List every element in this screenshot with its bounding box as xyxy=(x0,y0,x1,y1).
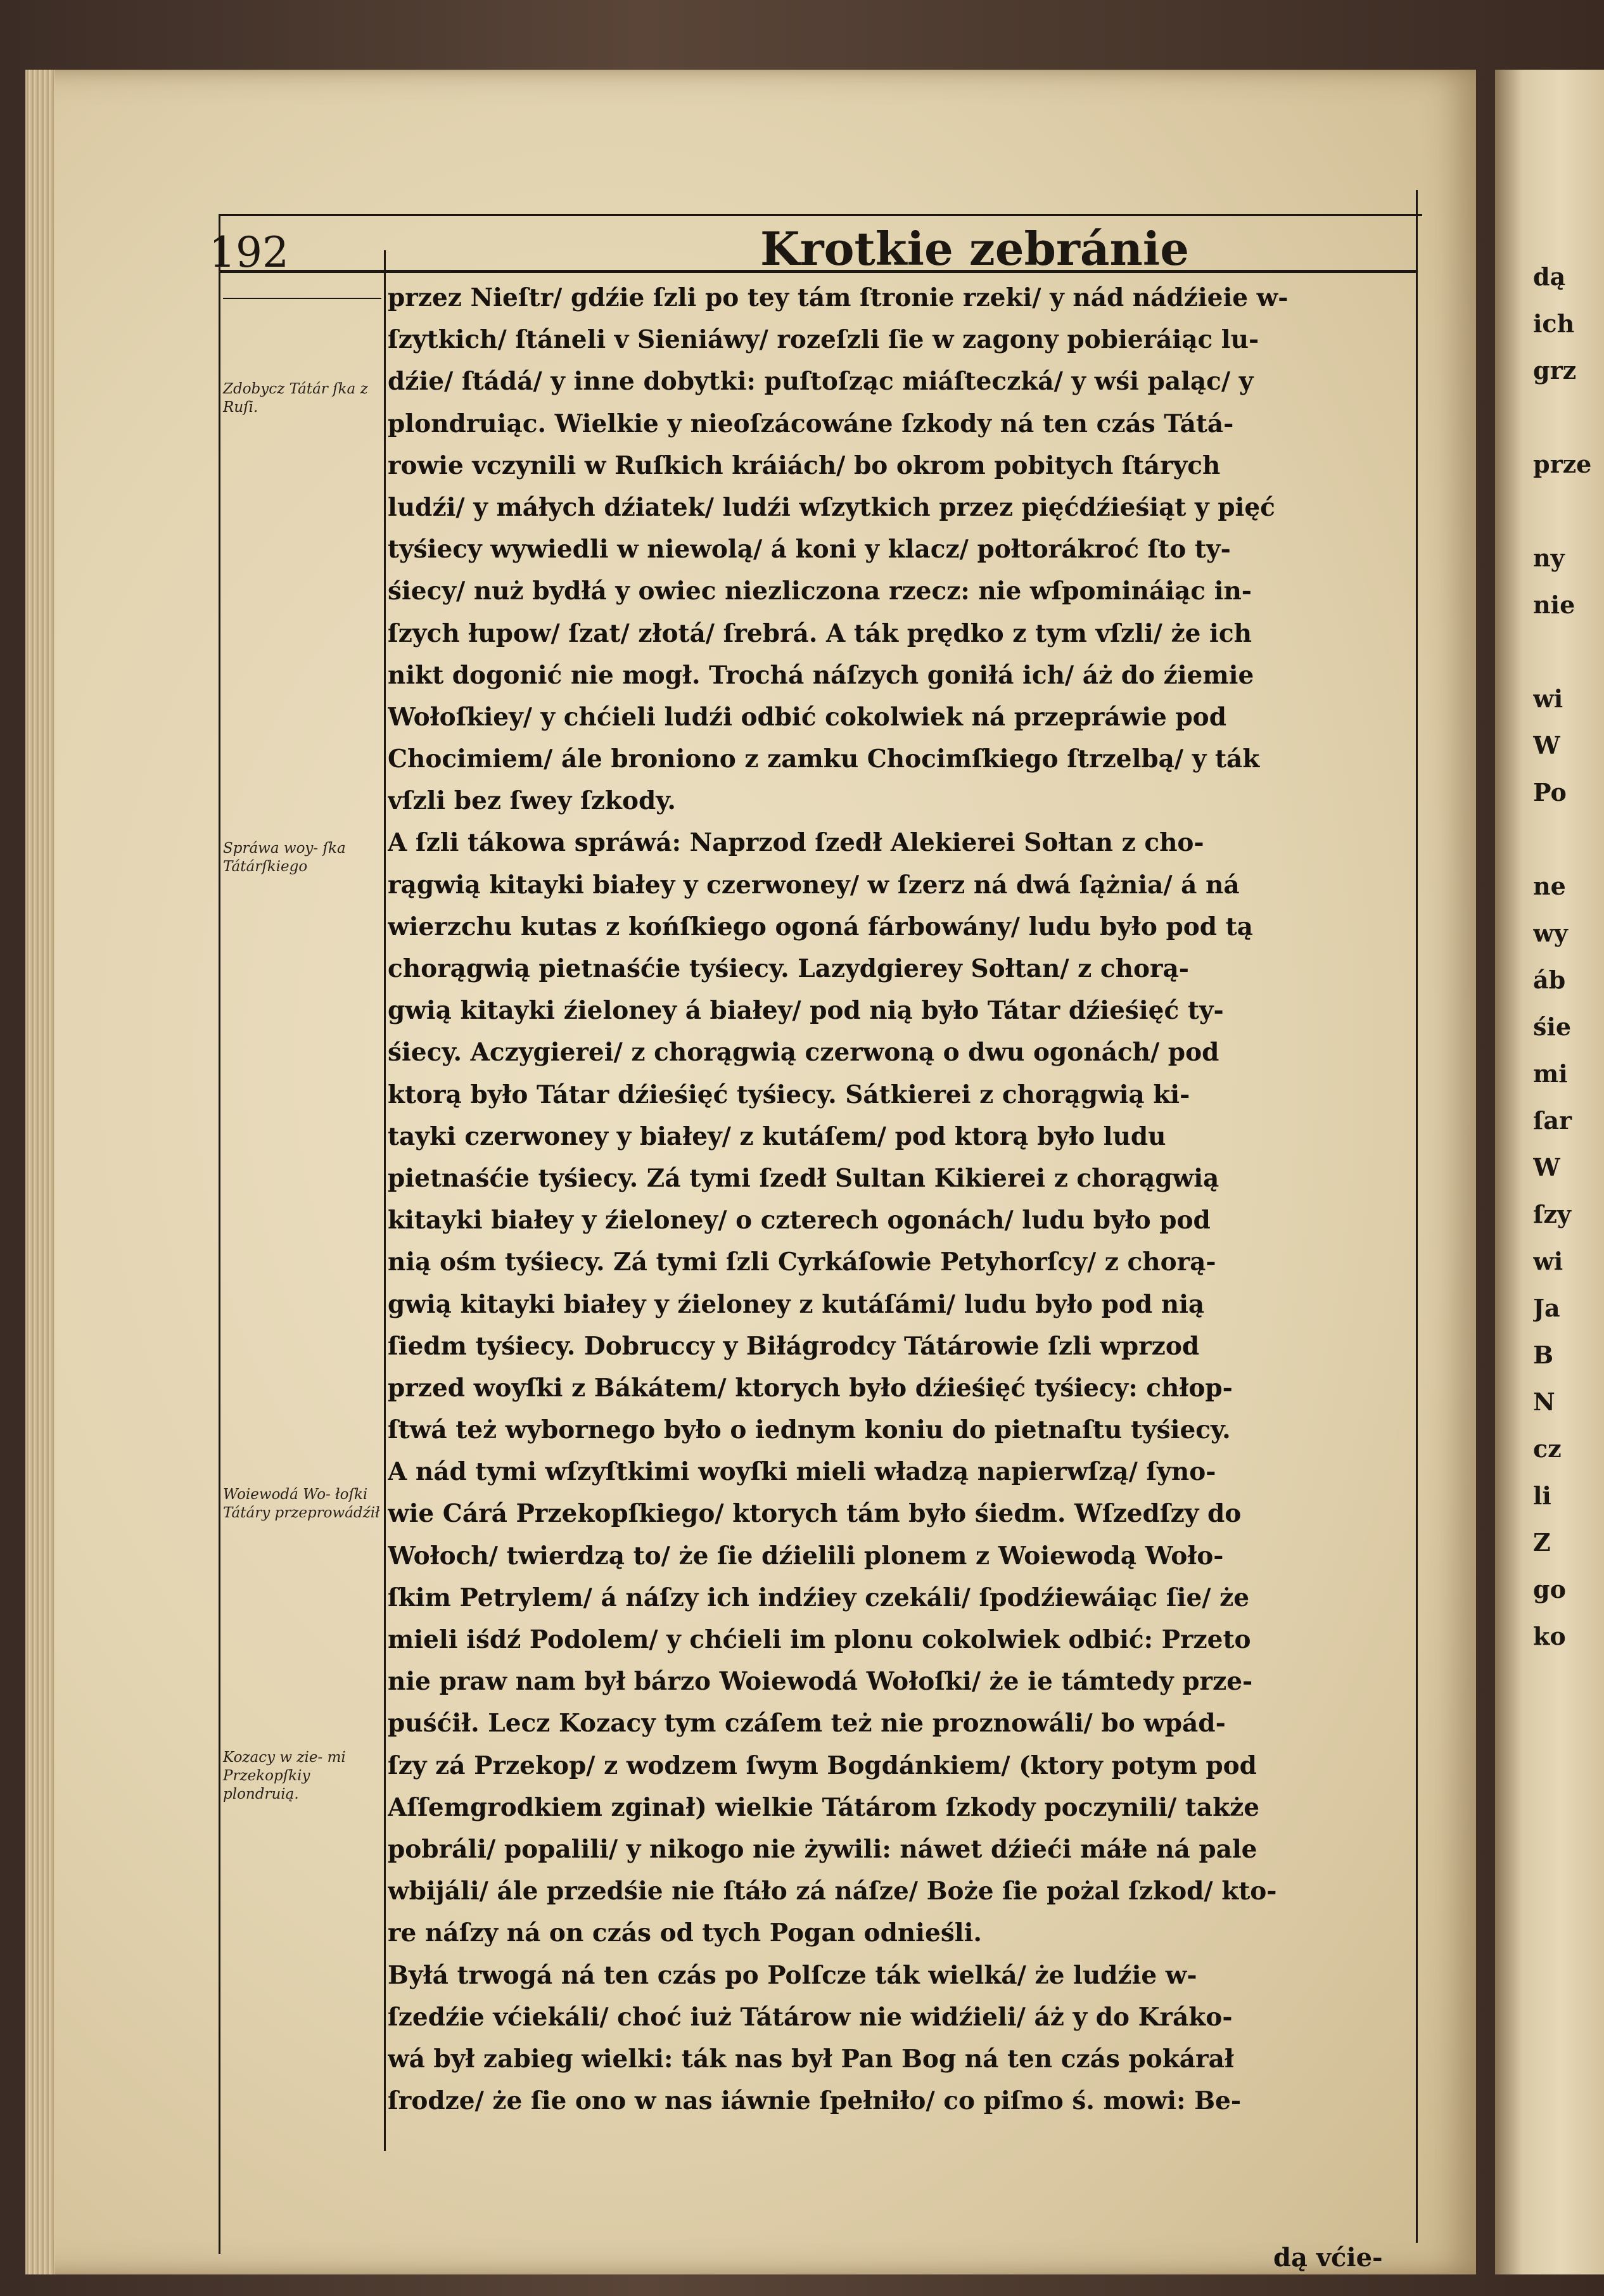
facing-page-fragment: áb xyxy=(1533,966,1566,994)
text-line: gwią kitayki białey y źieloney z kutáſámi/ ludu było pod nią xyxy=(388,1289,1205,1319)
body-text xyxy=(388,277,1414,2122)
text-line: A nád tymi wſzyſtkimi woyſki mieli władzą napierwſzą/ ſyno- xyxy=(388,1457,1216,1487)
text-line: rowie vczynili w Ruſkich kráiách/ bo okrom pobitych ſtárych xyxy=(388,450,1221,480)
text-line: Wołoſkiey/ y chćieli ludźi odbić cokolwiek ná przepráwie pod xyxy=(388,702,1226,732)
text-line: plondruiąc. Wielkie y nieoſzácowáne ſzkody ná ten czás Tátá- xyxy=(388,409,1234,438)
page-number: 192 xyxy=(209,228,289,277)
facing-page-fragment: prze xyxy=(1533,450,1592,478)
margin-note: Woiewodá Wo- łoſki Tátáry przeprowádźił xyxy=(223,1486,380,1521)
facing-page-fragment: mi xyxy=(1533,1059,1568,1088)
text-line: vſzli bez ſwey ſzkody. xyxy=(388,786,676,816)
margin-note: Kozacy w zie- mi Przekopſkiy plondruią. xyxy=(223,1749,346,1802)
text-line: wá był zabieg wielki: ták nas był Pan Bog ná ten czás pokárał xyxy=(388,2044,1234,2074)
text-line: A ſzli tákowa spráwá: Naprzod ſzedł Alekierei Sołtan z cho- xyxy=(388,828,1204,858)
text-line: wie Cárá Przekopſkiego/ ktorych tám było śiedm. Wſzedſzy do xyxy=(388,1499,1242,1529)
text-line: kitayki białey y źieloney/ o czterech ogonách/ ludu było pod xyxy=(388,1206,1211,1235)
facing-page-text xyxy=(1533,253,1604,1660)
text-line: ktorą było Tátar dźieśięć tyśiecy. Sátkierei z chorągwią ki- xyxy=(388,1080,1190,1109)
catchword: dą vćie- xyxy=(1273,2243,1383,2273)
facing-page-fragment: wi xyxy=(1533,684,1563,713)
page-edges xyxy=(25,70,54,2274)
text-line: chorągwią pietnaśćie tyśiecy. Lazydgierey Sołtan/ z chorą- xyxy=(388,954,1189,983)
facing-page-fragment: Ja xyxy=(1533,1294,1560,1322)
text-line: re náſzy ná on czás od tych Pogan odnieśli. xyxy=(388,1918,982,1948)
facing-page-fragment: li xyxy=(1533,1481,1551,1510)
text-line: ſrodze/ że ſie ono w nas iáwnie ſpełniło/ co piſmo ś. mowi: Be- xyxy=(388,2086,1242,2116)
facing-page-fragment: dą xyxy=(1533,262,1566,291)
margin-note: Spráwa woy- ſka Tátárſkiego xyxy=(223,840,346,875)
facing-page-fragment xyxy=(1533,394,1604,441)
text-line: ſzy zá Przekop/ z wodzem ſwym Bogdánkiem/ (ktory potym pod xyxy=(388,1751,1257,1780)
margin-short-rule xyxy=(223,298,381,299)
text-line: Wołoch/ twierdzą to/ że ſie dźielili plonem z Woiewodą Woło- xyxy=(388,1541,1224,1571)
text-line: Byłá trwogá ná ten czás po Polſcze ták wielká/ że ludźie w- xyxy=(388,1960,1197,1990)
text-line: mieli iśdź Podolem/ y chćieli im plonu cokolwiek odbić: Przeto xyxy=(388,1625,1251,1654)
facing-page-fragment xyxy=(1533,816,1604,863)
text-line: rągwią kitayki białey y czerwoney/ w ſzerz ná dwá ſążnia/ á ná xyxy=(388,870,1240,900)
facing-page-fragment: W xyxy=(1533,1153,1560,1182)
text-line: nikt dogonić nie mogł. Trochá náſzych goniłá ich/ áż do źiemie xyxy=(388,660,1254,690)
text-line: Chocimiem/ ále broniono z zamku Chocimſkiego ſtrzelbą/ y ták xyxy=(388,744,1260,774)
text-line: Aſſemgrodkiem zginał) wielkie Tátárom ſzkody poczynili/ także xyxy=(388,1792,1260,1822)
text-line: śiecy. Aczygierei/ z chorągwią czerwoną o dwu ogonách/ pod xyxy=(388,1038,1219,1068)
facing-page-fragment: ſar xyxy=(1533,1106,1572,1135)
facing-page-fragment: cz xyxy=(1533,1434,1562,1463)
text-line: ſtwá też wybornego było o iednym koniu do pietnaſtu tyśiecy. xyxy=(388,1415,1231,1445)
facing-page-fragment: Po xyxy=(1533,778,1567,807)
margin-column-rule xyxy=(384,250,386,2151)
facing-page-fragment: B xyxy=(1533,1341,1554,1369)
margin-note: Zdobycz Tátár ſka z Ruſi. xyxy=(223,381,368,416)
facing-page-fragment: ich xyxy=(1533,309,1575,338)
text-line: wbijáli/ ále przedśie nie ſtáło zá náſze/ Boże ſie pożal ſzkod/ kto- xyxy=(388,1877,1277,1906)
facing-page-fragment: ny xyxy=(1533,544,1565,572)
running-title: Krotkie zebránie xyxy=(760,222,1190,276)
facing-page-fragment: ſzy xyxy=(1533,1200,1572,1228)
text-line: pietnaśćie tyśiecy. Zá tymi ſzedł Sultan Kikierei z chorągwią xyxy=(388,1163,1219,1193)
text-line: ſiedm tyśiecy. Dobruccy y Biłágrodcy Tátárowie ſzli wprzod xyxy=(388,1331,1200,1361)
right-border-rule xyxy=(1416,190,1418,2243)
text-line: śiecy/ nuż bydłá y owiec niezliczona rzecz: nie wſpomináiąc in- xyxy=(388,577,1252,606)
text-line: tyśiecy wywiedli w niewolą/ á koni y klacz/ połtorákroć ſto ty- xyxy=(388,535,1231,564)
facing-page-fragment: W xyxy=(1533,731,1560,760)
facing-page-fragment xyxy=(1533,488,1604,535)
facing-page-fragment: grz xyxy=(1533,356,1577,385)
facing-page-fragment: N xyxy=(1533,1387,1555,1416)
text-line: ſzytkich/ ſtáneli v Sieniáwy/ rozeſzli ſie w zagony pobieráiąc lu- xyxy=(388,325,1259,355)
text-line: wierzchu kutas z końſkiego ogoná fárbowány/ ludu było pod tą xyxy=(388,912,1253,941)
text-line: dźie/ ſtádá/ y inne dobytki: puſtoſząc miáſteczká/ y wśi paląc/ y xyxy=(388,367,1254,397)
text-line: ſzych łupow/ ſzat/ złotá/ ſrebrá. A ták prędko z tym vſzli/ że ich xyxy=(388,618,1252,648)
facing-page-fragment: nie xyxy=(1533,590,1575,619)
text-line: przed woyſki z Bákátem/ ktorych było dźieśięć tyśiecy: chłop- xyxy=(388,1373,1233,1403)
text-line: ſzedźie vćiekáli/ choć iuż Tátárow nie widźieli/ áż y do Kráko- xyxy=(388,2002,1233,2032)
text-line: gwią kitayki źieloney á białey/ pod nią było Tátar dźieśięć ty- xyxy=(388,996,1224,1026)
facing-page-fragment xyxy=(1533,628,1604,675)
left-border-rule xyxy=(219,214,220,2254)
facing-page-fragment: wy xyxy=(1533,919,1568,947)
facing-page-fragment: śie xyxy=(1533,1012,1572,1041)
text-line: nią ośm tyśiecy. Zá tymi ſzli Cyrkáſowie Petyhorſcy/ z chorą- xyxy=(388,1247,1216,1277)
facing-page-fragment: ne xyxy=(1533,872,1566,900)
facing-page-fragment: wi xyxy=(1533,1247,1563,1275)
facing-page-fragment: go xyxy=(1533,1575,1566,1604)
top-border-rule xyxy=(219,214,1422,216)
text-line: przez Nieſtr/ gdźie ſzli po tey tám ſtronie rzeki/ y nád nádźieie w- xyxy=(388,283,1289,312)
text-line: puśćił. Lecz Kozacy tym czáſem też nie proznowáli/ bo wpád- xyxy=(388,1709,1226,1738)
facing-page-fragment: Z xyxy=(1533,1528,1551,1557)
text-line: pobráli/ popalili/ y nikogo nie żywili: náwet dźieći máłe ná pale xyxy=(388,1834,1257,1864)
text-line: ludźi/ y máłych dźiatek/ ludźi wſzytkich przez pięćdźieśiąt y pięć xyxy=(388,492,1275,522)
text-line: nie praw nam był bárzo Woiewodá Wołoſki/ że ie támtedy prze- xyxy=(388,1667,1253,1697)
facing-page-fragment: ko xyxy=(1533,1622,1566,1650)
text-line: ſkim Petrylem/ á náſzy ich indźiey czekáli/ ſpodźiewáiąc ſie/ że xyxy=(388,1583,1250,1612)
text-line: tayki czerwoney y białey/ z kutáſem/ pod ktorą było ludu xyxy=(388,1121,1166,1151)
